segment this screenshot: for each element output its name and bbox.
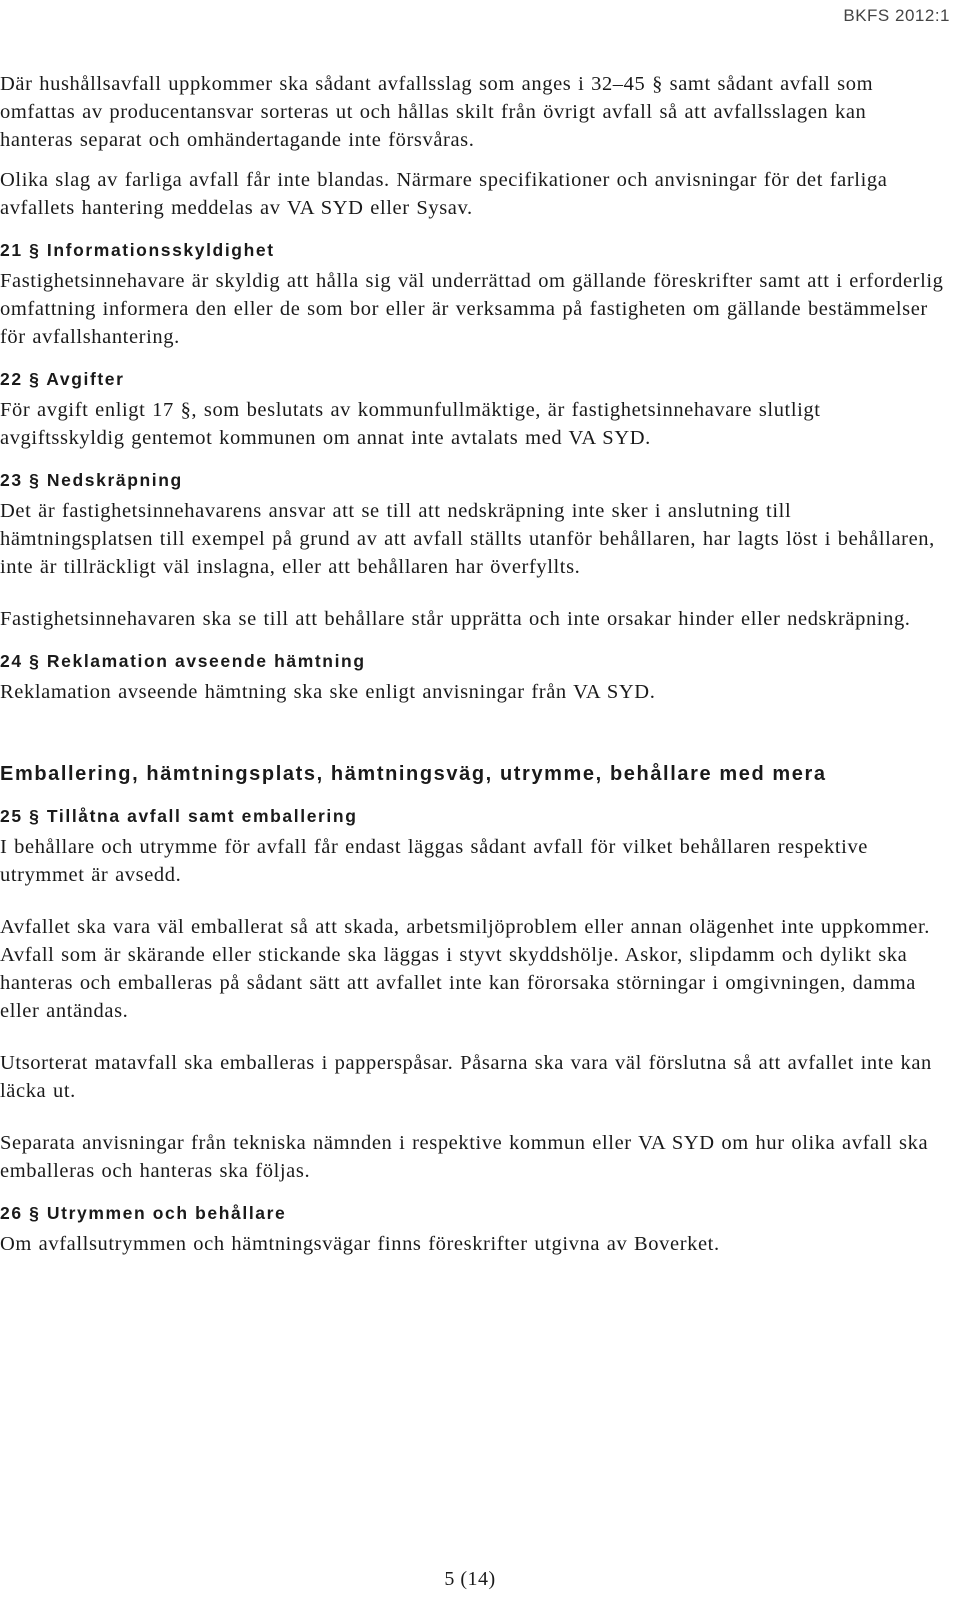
paragraph-sorting: Där hushållsavfall uppkommer ska sådant avfallsslag som anges i 32–45 § samt sådant avfall som omfattas av producentansvar sorteras ut och hållas skilt från övrigt avfall så att avfallsslagen kan hanteras separat och omhändertagande inte försvåras. (0, 73, 874, 151)
paragraph-littering: Det är fastighetsinnehavarens ansvar att se till att nedskräpning inte sker i anslutning till hämtningsplatsen till exempel på grund av att avfall ställts utanför behållaren, har lagts löst i behållaren, inte är tillräckligt väl inslagna, eller att behållaren har överfyllts. (0, 500, 935, 578)
paragraph-complaints: Reklamation avseende hämtning ska ske enligt anvisningar från VA SYD. (0, 681, 656, 703)
paragraph-allowed-waste: I behållare och utrymme för avfall får endast läggas sådant avfall för vilket behållaren respektive utrymmet är avsedd. (0, 836, 868, 886)
document-body (0, 70, 945, 1258)
paragraph-hazardous-waste: Olika slag av farliga avfall får inte blandas. Närmare specifikationer och anvisningar för det farliga avfallets hantering meddelas av VA SYD eller Sysav. (0, 169, 888, 219)
paragraph-food-waste: Utsorterat matavfall ska emballeras i papperspåsar. Påsarna ska vara väl förslutna så att avfallet inte kan läcka ut. (0, 1052, 932, 1102)
section-heading-24: 24 § Reklamation avseende hämtning (0, 651, 366, 671)
page-number: 5 (14) (444, 1568, 496, 1590)
section-heading-21: 21 § Informationsskyldighet (0, 240, 275, 260)
chapter-heading: Emballering, hämtningsplats, hämtningsväg, utrymme, behållare med mera (0, 763, 827, 785)
section-heading-22: 22 § Avgifter (0, 369, 125, 389)
section-heading-25: 25 § Tillåtna avfall samt emballering (0, 806, 358, 826)
section-heading-23: 23 § Nedskräpning (0, 470, 183, 490)
paragraph-fees: För avgift enligt 17 §, som beslutats av kommunfullmäktige, är fastighetsinnehavare slutligt avgiftsskyldig gentemot kommunen om annat inte avtalats med VA SYD. (0, 399, 821, 449)
paragraph-information-duty: Fastighetsinnehavare är skyldig att hålla sig väl underrättad om gällande föreskrifter samt att i erforderlig omfattning informera den eller de som bor eller är verksamma på fastigheten om gällande bestämmelser för avfallshantering. (0, 270, 944, 348)
paragraph-separate-instructions: Separata anvisningar från tekniska nämnden i respektive kommun eller VA SYD om hur olika avfall ska emballeras och hanteras ska följas. (0, 1132, 929, 1182)
section-heading-26: 26 § Utrymmen och behållare (0, 1203, 287, 1223)
paragraph-packaging: Avfallet ska vara väl emballerat så att skada, arbetsmiljöproblem eller annan olägenhet inte uppkommer. Avfall som är skärande eller stickande ska läggas i styvt skyddshölje. Askor, slipdamm och dylikt ska hanteras och emballeras på sådant sätt att avfallet inte kan förorsaka störningar i omgivningen, damma eller antändas. (0, 916, 930, 1022)
paragraph-container-upright: Fastighetsinnehavaren ska se till att behållare står upprätta och inte orsakar hinder eller nedskräpning. (0, 608, 911, 630)
document-code: BKFS 2012:1 (843, 6, 950, 25)
paragraph-storage-rooms: Om avfallsutrymmen och hämtningsvägar finns föreskrifter utgivna av Boverket. (0, 1233, 720, 1255)
